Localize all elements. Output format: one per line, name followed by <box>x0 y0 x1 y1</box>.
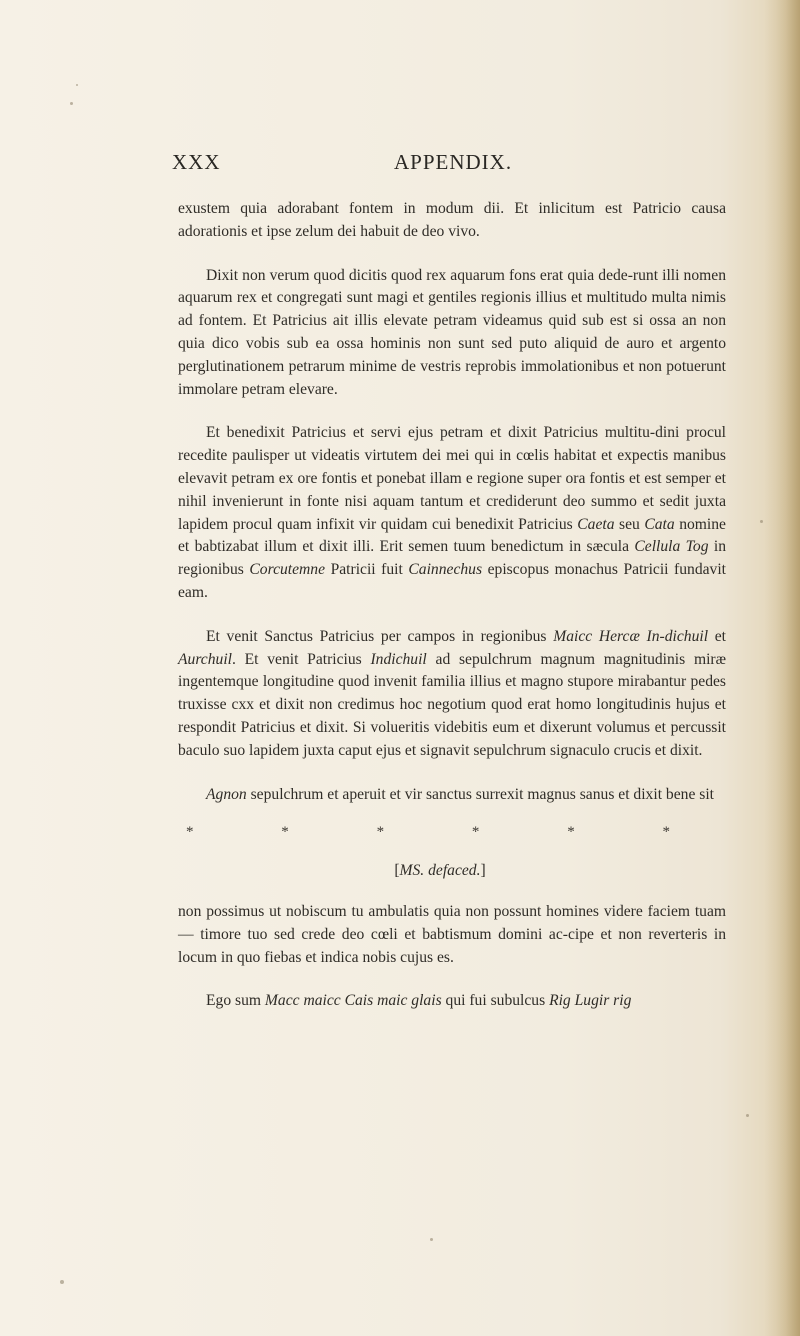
asterisk: * <box>662 824 670 841</box>
paper-speck <box>70 102 73 105</box>
paragraph-7-text-c: qui fui subulcus <box>441 992 550 1010</box>
page-edge-shadow <box>764 0 800 1336</box>
name-maicc-cais: maicc Cais maic glais <box>303 992 442 1010</box>
paragraph-5-text: sepulchrum et aperuit et vir sanctus surrexit magnus sanus et dixit bene sit <box>246 785 714 803</box>
name-caeta: Caeta <box>577 515 615 533</box>
running-title: APPENDIX. <box>394 150 513 174</box>
note-close-bracket: ] <box>480 862 486 880</box>
asterisk: * <box>376 824 385 841</box>
paper-speck <box>60 1280 64 1284</box>
paragraph-2: Dixit non verum quod dicitis quod rex aquarum fons erat quia dede-runt illi nomen aquarum rex et congregati sunt magi et gentiles regionis illius et multitudo multa nimis ad fontem. Et Patricius ait illis elevate petram videamus quid sub est si ossa an non quia dico vobis sub ea ossa hominis non sunt sed puto aliquid de auro et argento perglutinationem petrarum minime de vestris reprobis immolationibus et non potuerunt immolare petram elevare. <box>178 266 726 398</box>
name-cainnechus: Cainnechus <box>408 561 483 579</box>
asterisk: * <box>281 824 289 841</box>
paragraph-3-text-d: in regionibus <box>178 538 726 579</box>
paper-speck <box>746 1114 749 1117</box>
asterisk: * <box>567 824 575 841</box>
place-aurchuil: Aurchuil <box>178 650 232 668</box>
body-text <box>178 198 726 1034</box>
paragraph-3-text-f: episcopus monachus Patricii fundavit eam. <box>178 561 727 601</box>
place-cellula-tog: Cellula Tog <box>634 538 709 556</box>
paragraph-3 <box>178 422 726 604</box>
name-macc: Macc <box>264 992 300 1010</box>
paragraph-3-text-c: nomine et babtizabat illum et dixit illi. Erit semen tuum benedictum in sæcula <box>178 515 726 556</box>
note-text: MS. defaced. <box>399 862 481 880</box>
paragraph-5 <box>178 784 726 807</box>
paper-speck <box>760 520 763 523</box>
paper-speck <box>430 1238 433 1241</box>
paragraph-4-text-b: et <box>708 627 726 645</box>
word-agnon: Agnon <box>206 785 247 803</box>
paragraph-4-text-a: Et venit Sanctus Patricius per campos in regionibus <box>206 627 554 645</box>
asterisk: * <box>471 824 480 841</box>
paragraph-4-text-d: ad sepulchrum magnum magnitudinis miræ ingentemque longitudine quod invenit familia illius et magno stupore mirabantur pedes truxisse cxx et dixit non credimus hoc negotium quod erat homo longitudinis hujus et respondit Patricius et dixit. Si volueritis videbitis eum et dixerunt volumus et percussit baculo suo lapidem juxta caput ejus et signavit sepulchrum signaculo crucis et dixit. <box>178 650 726 759</box>
name-cata: Cata <box>644 515 675 533</box>
place-indichuil: Indichuil <box>370 650 427 668</box>
paragraph-3-text-a: Et benedixit Patricius et servi ejus petram et dixit Patricius multitu-dini procul recedite paulisper ut videatis virtutem dei mei qui in cœlis habitat et expectis manibus elevavit petram ex ore fontis et ponebat illam e regione super ora fontis et est semper et nihil invenierunt in fonte nisi aquam tantum et crediderunt deo summo et sedit juxta lapidem procul quam infixit vir quidam cui benedixit Patricius <box>178 424 726 533</box>
place-maicc-hercae-indichuil: Maicc Hercæ In-dichuil <box>553 627 709 645</box>
page-number: XXX <box>172 150 221 174</box>
paragraph-1: exustem quia adorabant fontem in modum dii. Et inlicitum est Patricio causa adorationis et ipse zelum dei habuit de deo vivo. <box>178 200 726 240</box>
place-corcutemne: Corcutemne <box>249 561 326 579</box>
paragraph-4-text-c: . Et venit Patricius <box>232 650 371 668</box>
paragraph-7-text-a: Ego sum <box>206 992 265 1010</box>
editorial-note <box>178 860 726 883</box>
paper-speck <box>76 84 78 86</box>
name-rig-lugir: Rig Lugir rig <box>549 992 632 1010</box>
asterisk: * <box>186 824 194 841</box>
paragraph-4 <box>178 626 726 763</box>
asterisk-row <box>186 821 670 844</box>
paragraph-3-text-e: Patricii fuit <box>325 561 409 579</box>
paragraph-7 <box>178 990 726 1013</box>
note-open-bracket: [ <box>394 862 400 880</box>
paragraph-6: non possimus ut nobiscum tu ambulatis quia non possunt homines videre faciem tuam — timore tuo sed crede deo cœli et babtismum domini ac-cipe et non reverteris in locum in quo fiebas et indica nobis cujus es. <box>178 902 726 966</box>
paragraph-3-text-b: seu <box>614 515 645 533</box>
